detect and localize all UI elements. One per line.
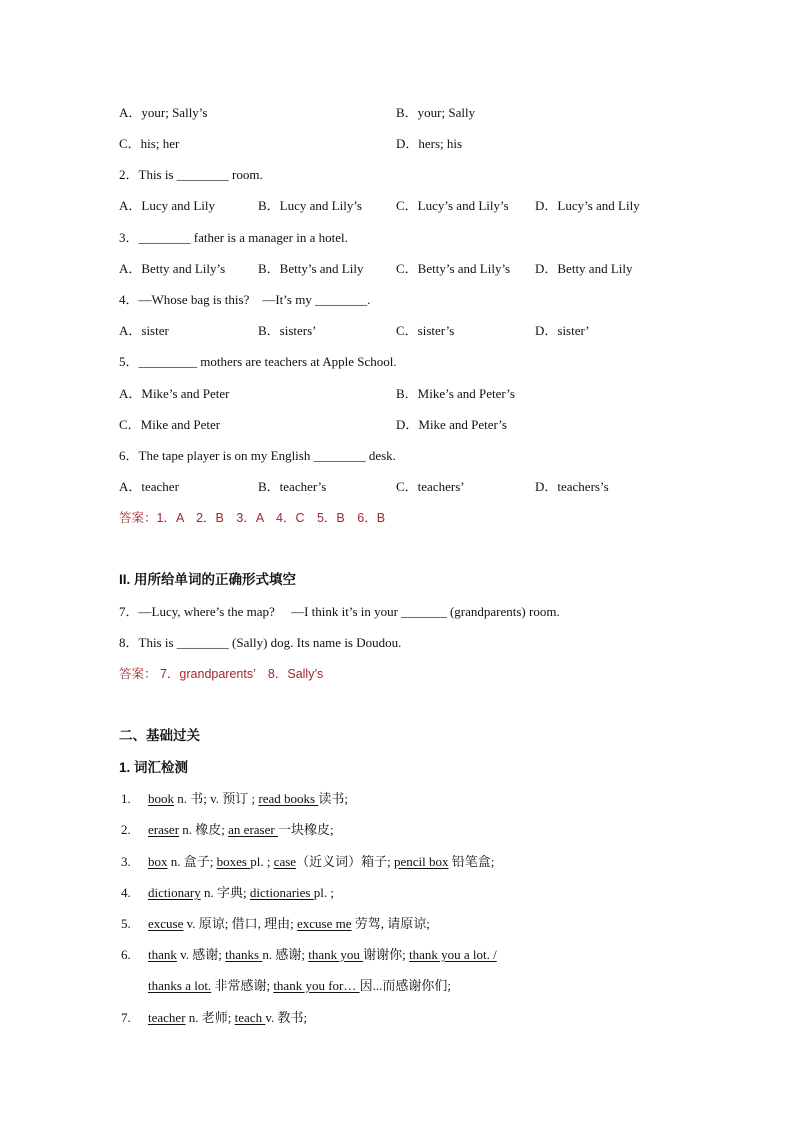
question-7: 7．—Lucy, where’s the map? —I think it’s in your _______ (grandparents) room. [119, 604, 560, 619]
vocab-word: thank [148, 947, 177, 962]
vocab-item-6-continued [148, 978, 451, 994]
vocab-answer: pencil box [393, 854, 449, 869]
q4-option-a: A．sister [119, 323, 169, 338]
question-8: 8．This is ________ (Sally) dog. Its name is Doudou. [119, 635, 402, 650]
q4-option-d: D．sister’ [535, 323, 590, 338]
question-4: 4．—Whose bag is this? —It’s my ________. [119, 292, 371, 307]
basics-title: 二、基础过关 [119, 728, 200, 743]
vocab-gloss: 因...而感谢你们; [359, 978, 451, 993]
vocab-answer: teach [234, 1010, 266, 1025]
q2-option-a: A．Lucy and Lily [119, 198, 216, 213]
vocab-gloss: pl. ; [313, 885, 334, 900]
answer-key-2: 答案： 7．grandparents’ 8．Sally’s [119, 667, 324, 681]
vocab-number: 1. [121, 791, 131, 806]
option-c: C．his; her [119, 136, 180, 151]
option-d: D．hers; his [396, 136, 463, 151]
vocab-gloss: n. 橡皮; [179, 822, 229, 837]
vocab-item-7 [148, 1010, 307, 1026]
vocab-answer: dictionaries [249, 885, 314, 900]
vocab-word: box [148, 854, 168, 869]
vocab-item-2 [148, 822, 334, 838]
q5-option-c: C．Mike and Peter [119, 417, 221, 432]
q5-option-a: A．Mike’s and Peter [119, 386, 230, 401]
vocab-gloss: 劳驾, 请原谅; [351, 916, 430, 931]
vocab-answer: thanks a lot. [148, 978, 212, 993]
vocab-word: excuse [148, 916, 184, 931]
option-b: B．your; Sally [396, 105, 476, 120]
vocab-gloss: （近义词）箱子; [296, 854, 394, 869]
vocab-word: book [148, 791, 174, 806]
vocab-gloss: 读书; [318, 791, 348, 806]
q6-option-d: D．teachers’s [535, 479, 609, 494]
q2-option-b: B．Lucy and Lily’s [258, 198, 362, 213]
vocab-gloss: v. 教书; [265, 1010, 308, 1025]
vocab-item-3 [148, 854, 494, 870]
q6-option-b: B．teacher’s [258, 479, 327, 494]
vocab-item-5 [148, 916, 430, 932]
vocab-gloss: n. 老师; [185, 1010, 235, 1025]
answer-key-1: 答案：1．A 2．B 3．A 4．C 5．B 6．B [119, 511, 386, 525]
question-2: 2．This is ________ room. [119, 167, 263, 182]
vocab-gloss: 非常感谢; [211, 978, 274, 993]
question-5: 5．_________ mothers are teachers at Apple School. [119, 354, 397, 369]
vocab-gloss: 铅笔盒; [448, 854, 495, 869]
vocab-number: 5. [121, 916, 131, 931]
vocab-answer: an eraser [228, 822, 278, 837]
vocab-answer: thank you a lot. / [409, 947, 497, 962]
q3-option-b: B．Betty’s and Lily [258, 261, 364, 276]
vocab-answer: read books [258, 791, 319, 806]
vocab-answer: thank you [308, 947, 364, 962]
vocab-word: eraser [148, 822, 180, 837]
vocab-answer: excuse me [297, 916, 352, 931]
vocab-item-4 [148, 885, 334, 901]
q6-option-c: C．teachers’ [396, 479, 465, 494]
vocab-number: 6. [121, 947, 131, 962]
q3-option-c: C．Betty’s and Lily’s [396, 261, 511, 276]
vocab-word: teacher [148, 1010, 186, 1025]
vocab-item-1 [148, 791, 348, 807]
question-6: 6．The tape player is on my English ________ desk. [119, 448, 396, 463]
vocab-gloss: v. 原谅; 借口, 理由; [183, 916, 298, 931]
vocab-answer: boxes [216, 854, 251, 869]
question-3: 3．________ father is a manager in a hotel. [119, 230, 348, 245]
vocab-subtitle: 1. 词汇检测 [119, 760, 189, 775]
vocab-gloss: 一块橡皮; [277, 822, 334, 837]
vocab-gloss: n. 感谢; [262, 947, 309, 962]
q2-option-c: C．Lucy’s and Lily’s [396, 198, 509, 213]
vocab-number: 2. [121, 822, 131, 837]
option-a: A．your; Sally’s [119, 105, 208, 120]
vocab-word: dictionary [148, 885, 201, 900]
q3-option-d: D．Betty and Lily [535, 261, 633, 276]
section-2-title: II. 用所给单词的正确形式填空 [119, 572, 297, 587]
vocab-answer: thanks [225, 947, 263, 962]
q5-option-d: D．Mike and Peter’s [396, 417, 507, 432]
vocab-gloss: 谢谢你; [363, 947, 410, 962]
vocab-gloss: n. 盒子; [167, 854, 217, 869]
vocab-gloss: n. 字典; [200, 885, 250, 900]
vocab-gloss: v. 感谢; [176, 947, 226, 962]
q4-option-c: C．sister’s [396, 323, 455, 338]
q3-option-a: A．Betty and Lily’s [119, 261, 226, 276]
vocab-answer: case [273, 854, 297, 869]
vocab-number: 7. [121, 1010, 131, 1025]
q5-option-b: B．Mike’s and Peter’s [396, 386, 515, 401]
vocab-item-6 [148, 947, 497, 963]
vocab-gloss: n. 书; v. 预订 ; [174, 791, 259, 806]
q2-option-d: D．Lucy’s and Lily [535, 198, 640, 213]
q6-option-a: A．teacher [119, 479, 179, 494]
vocab-gloss: pl. ; [250, 854, 274, 869]
vocab-number: 3. [121, 854, 131, 869]
q4-option-b: B．sisters’ [258, 323, 317, 338]
vocab-answer: thank you for… [273, 978, 360, 993]
vocab-number: 4. [121, 885, 131, 900]
